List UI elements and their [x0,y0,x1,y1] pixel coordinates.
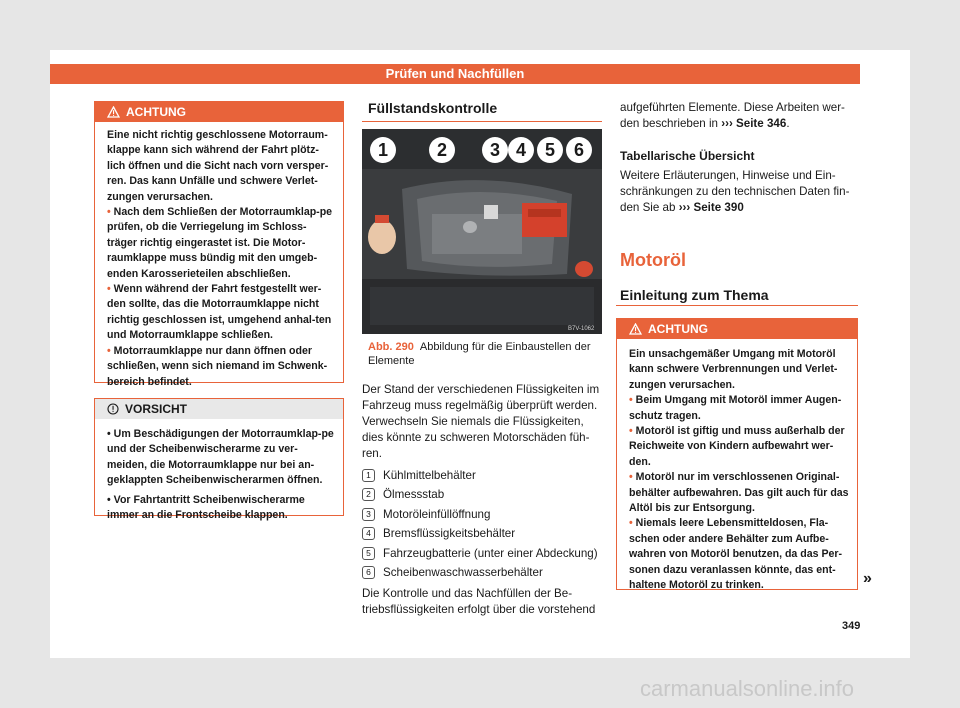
warning-icon [107,106,120,118]
list-item: 2 Ölmessstab [362,485,607,504]
caution-bullet: • Vor Fahrtantritt Scheibenwischerarme immer an die Frontscheibe klappen. [107,493,305,522]
chapter-title: Motoröl [620,250,686,270]
page-number: 349 [842,620,861,632]
section-rule [362,121,602,122]
warning-box [94,101,344,388]
body-text: Der Stand der verschiedenen Flüssigkeiten im Fahrzeug muss regelmäßig überprüft werden. Verwechseln Sie niemals die Flüssigkeiten, dies könnte zu schweren Motorschäden füh-ren. [362,383,600,460]
list-item: 6 Scheibenwaschwasserbehälter [362,563,607,582]
oil-warning-bullet: • Motoröl ist giftig und muss außerhalb der Reichweite von Kindern aufbewahrt wer-den. [629,425,845,468]
warning-title: ACHTUNG [126,105,186,119]
element-list [362,466,607,582]
list-item: 1 Kühlmittelbehälter [362,466,607,485]
table-text: Weitere Erläuterungen, Hinweise und Ein-schränkungen zu den technischen Daten fin-den Sie ab ››› Seite 390 [620,169,850,214]
list-item: 5 Fahrzeugbatterie (unter einer Abdeckung) [362,544,607,563]
callout-1: 1 [370,137,396,163]
warning-bullet: • Wenn während der Fahrt festgestellt wer-den sollte, das die Motorraumklappe nicht richtig geschlossen ist, umgehend anhal-ten und Motorraumklappe schließen. [107,283,332,342]
table-heading: Tabellarische Übersicht [620,149,755,163]
callout-5: 5 [537,137,563,163]
caution-header [95,399,343,419]
section-title: Füllstandskontrolle [368,100,498,116]
warning-bullet: • Nach dem Schließen der Motorraumklap-pe prüfen, ob die Verriegelung im Schloss-träger richtig eingerastet ist. Die Motor-raumklappe muss bündig mit den umgeb-enden Karosserieteilen abschließen. [107,206,333,280]
oil-warning-title: ACHTUNG [648,322,708,336]
callout-4: 4 [508,137,534,163]
warning-bullet: • Motorraumklappe nur dann öffnen oder schließen, wenn sich niemand im Schwenk-bereich befindet. [107,344,328,388]
callout-6: 6 [566,137,592,163]
oil-warning-bullet: • Niemals leere Lebensmitteldosen, Fla-schen oder andere Behälter zum Aufbe-wahren von Motoröl benutzen, da das Per-sonen dazu veranlassen könnte, das ent-haltene Motoröl zu trinken. [629,517,843,592]
subchapter-title: Einleitung zum Thema [620,287,769,303]
watermark: carmanualsonline.info [640,676,855,701]
list-item: 3 Motoröleinfüllöffnung [362,505,607,524]
caution-title: VORSICHT [125,402,188,416]
continuation-text: aufgeführten Elemente. Diese Arbeiten wer-den beschrieben in ››› Seite 346. [620,101,845,130]
info-circle-icon [107,403,119,415]
callout-3: 3 [482,137,508,163]
oil-warning-box [616,318,858,590]
warning-icon [629,323,642,335]
list-item: 4 Bremsflüssigkeitsbehälter [362,524,607,543]
callout-2: 2 [429,137,455,163]
page-reference[interactable]: ››› Seite 346 [721,117,787,130]
oil-warning-intro: Ein unsachgemäßer Umgang mit Motoröl kann schwere Verbrennungen und Verlet-zungen verursachen. [629,348,838,391]
subchapter-rule [616,305,858,306]
warning-header [95,102,343,122]
chapter-header: Prüfen und Nachfüllen [50,64,860,84]
figure-caption-text: Abbildung für die Einbaustellen der Elemente [368,341,591,367]
figure-code: B7V-1062 [568,326,595,332]
page-reference[interactable]: ››› Seite 390 [678,201,744,214]
caution-bullet: • Um Beschädigungen der Motorraumklap-pe und der Scheibenwischerarme zu ver-meiden, die Motorraumklappe nur bei an-geklappten Scheibenwischerarmen öffnen. [107,428,334,487]
oil-warning-header [617,319,857,339]
footer-text: Die Kontrolle und das Nachfüllen der Be-triebsflüssigkeiten erfolgt über die vorstehend [362,587,596,616]
continue-mark: » [863,570,872,587]
oil-warning-bullet: • Beim Umgang mit Motoröl immer Augen-schutz tragen. [629,394,842,422]
caution-box [94,398,344,522]
figure-label: Abb. 290 [368,341,414,353]
warning-intro: Eine nicht richtig geschlossene Motorraum-klappe kann sich während der Fahrt plötz-lich öffnen und die Sicht nach vorn versper-ren. Das kann Unfälle und schwere Verlet-zungen verursachen. [107,129,329,203]
oil-warning-bullet: • Motoröl nur im verschlossenen Original-behälter aufbewahren. Das gilt auch für das Altöl bis zur Entsorgung. [629,471,849,515]
engine-bay-image [362,129,602,334]
figure-caption [368,340,603,368]
